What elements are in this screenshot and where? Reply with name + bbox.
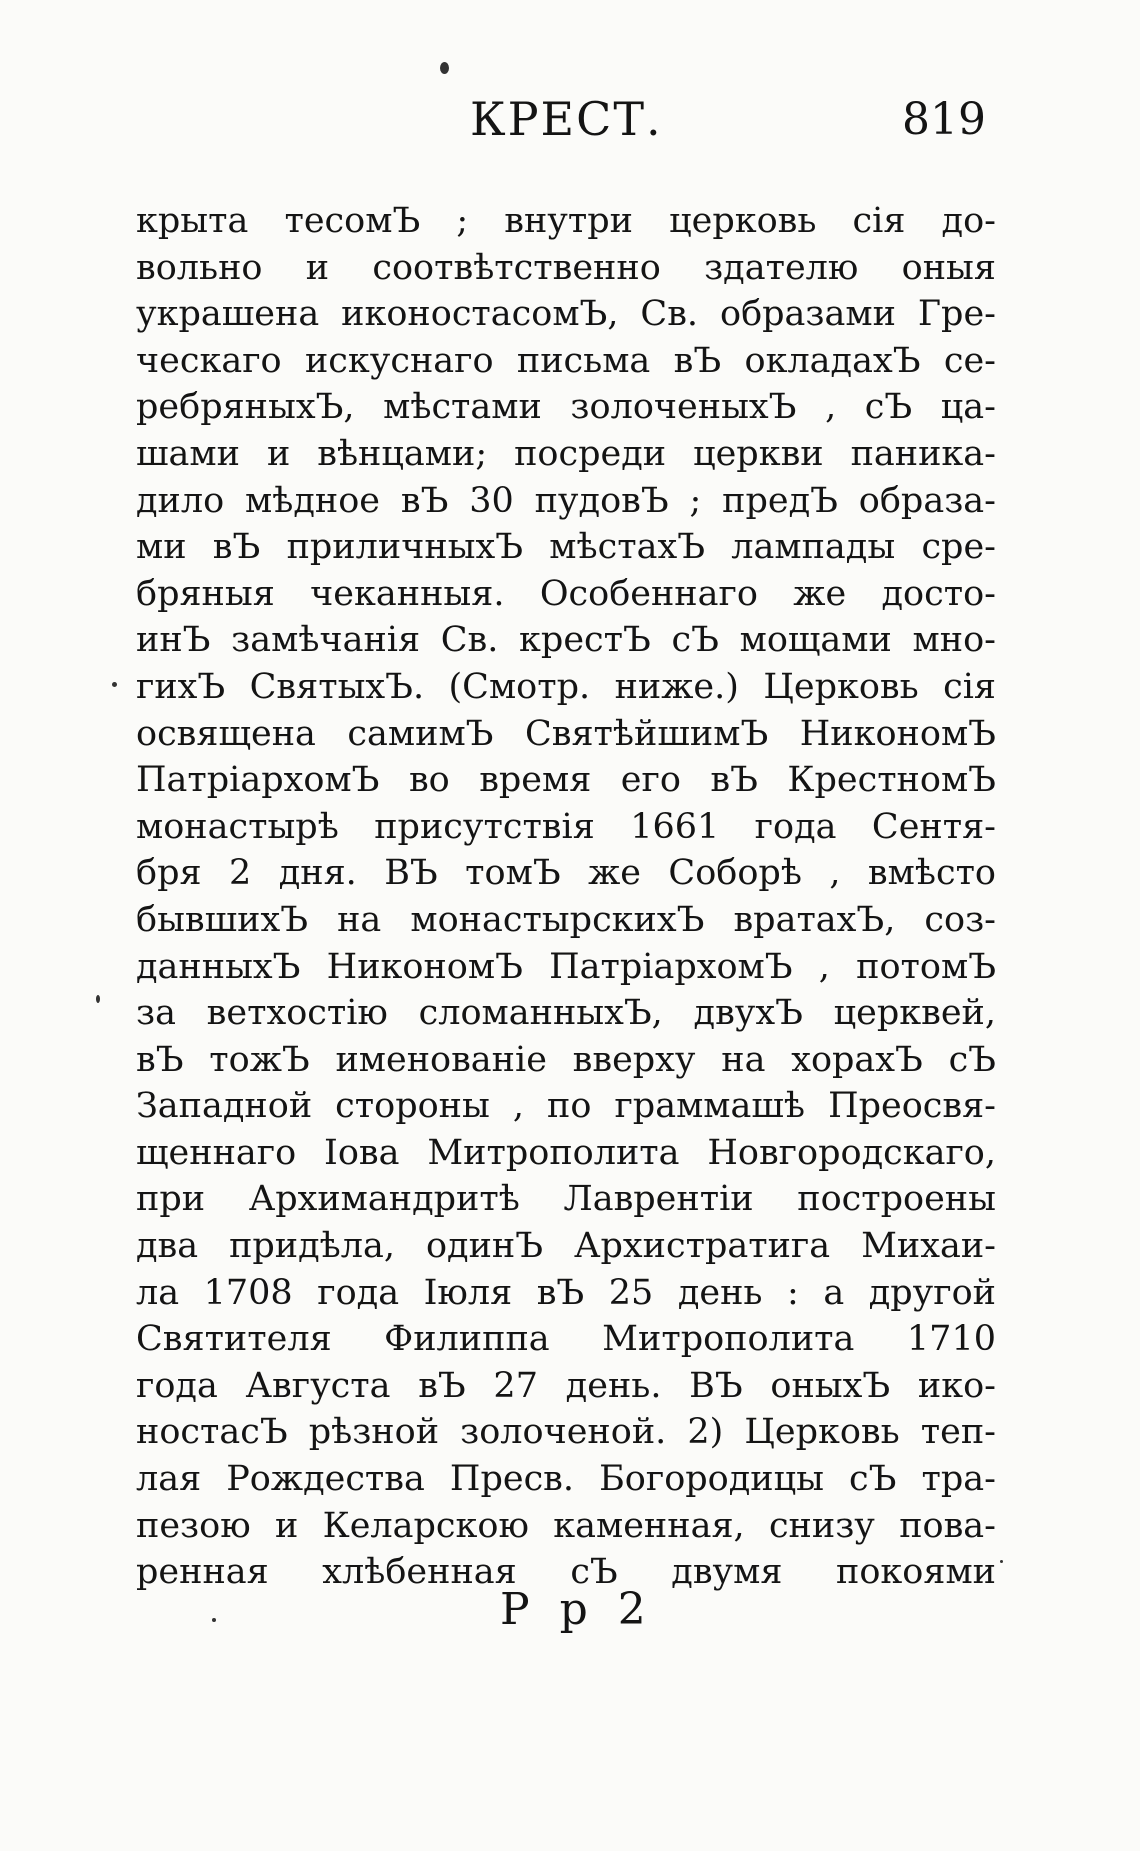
text-line: ребряныхЪ, мѣстами золоченыхЪ , сЪ ца- (136, 387, 996, 428)
text-line: шами и вѣнцами; посреди церкви паника- (136, 433, 996, 474)
text-line: при Архимандритѣ Лаврентіи построены (136, 1179, 996, 1220)
ink-speck (212, 1618, 216, 1622)
signature-mark: Р р 2 (500, 1584, 654, 1635)
ink-speck (1000, 1560, 1003, 1563)
text-line: крыта тесомЪ ; внутри церковь сія до- (136, 201, 996, 241)
text-line: лая Рождества Пресв. Богородицы сЪ тра- (136, 1459, 996, 1500)
text-line: вЪ тожЪ именованіе вверху на хорахЪ сЪ (136, 1039, 996, 1080)
text-line: бря 2 дня. ВЪ томЪ же Соборѣ , вмѣсто (136, 853, 996, 894)
text-line: монастырѣ присутствія 1661 года Сентя- (136, 806, 996, 847)
text-line: года Августа вЪ 27 день. ВЪ оныхЪ ико- (136, 1365, 996, 1406)
text-line: ПатріархомЪ во время его вЪ КрестномЪ (136, 760, 996, 801)
text-line: украшена иконостасомЪ, Св. образами Гре- (136, 294, 996, 335)
ink-speck (440, 62, 449, 74)
text-line: ми вЪ приличныхЪ мѣстахЪ лампады сре- (136, 527, 996, 568)
text-line: ностасЪ рѣзной золоченой. 2) Церковь теп- (136, 1412, 996, 1453)
text-line: бывшихЪ на монастырскихЪ вратахЪ, соз- (136, 899, 996, 940)
text-line: ренная хлѣбенная сЪ двумя покоями (136, 1552, 996, 1593)
text-line: ческаго искуснаго письма вЪ окладахЪ се- (136, 340, 996, 381)
running-head (0, 92, 1140, 162)
text-line: инЪ замѣчанія Св. крестЪ сЪ мощами мно- (136, 620, 996, 661)
page-number: 819 (902, 94, 986, 145)
text-line: данныхЪ НикономЪ ПатріархомЪ , потомЪ (136, 946, 996, 987)
text-line: дило мѣдное вЪ 30 пудовЪ ; предЪ образа- (136, 480, 996, 521)
text-line: ла 1708 года Іюля вЪ 25 день : а другой (136, 1272, 996, 1313)
body-text (136, 198, 996, 1596)
text-line: освящена самимЪ СвятѣйшимЪ НикономЪ (136, 713, 996, 754)
ink-speck (96, 995, 100, 1003)
text-line: пезою и Келарскою каменная, снизу пова- (136, 1505, 996, 1546)
text-line: бряныя чеканныя. Особеннаго же досто- (136, 573, 996, 614)
text-line: гихЪ СвятыхЪ. (Смотр. ниже.) Церковь сія (136, 666, 996, 707)
text-line: щеннаго Іова Митрополита Новгородскаго, (136, 1132, 996, 1173)
text-line: Святителя Филиппа Митрополита 1710 (136, 1319, 996, 1360)
text-line: за ветхостію сломанныхЪ, двухЪ церквей, (136, 993, 996, 1034)
text-line: вольно и соотвѣтственно здателю оныя (136, 247, 996, 288)
text-line: два придѣла, одинЪ Архистратига Михаи- (136, 1226, 996, 1267)
text-line: Западной стороны , по граммашѣ Преосвя- (136, 1086, 996, 1127)
ink-speck (112, 682, 117, 687)
running-title: КРЕСТ. (470, 92, 663, 146)
